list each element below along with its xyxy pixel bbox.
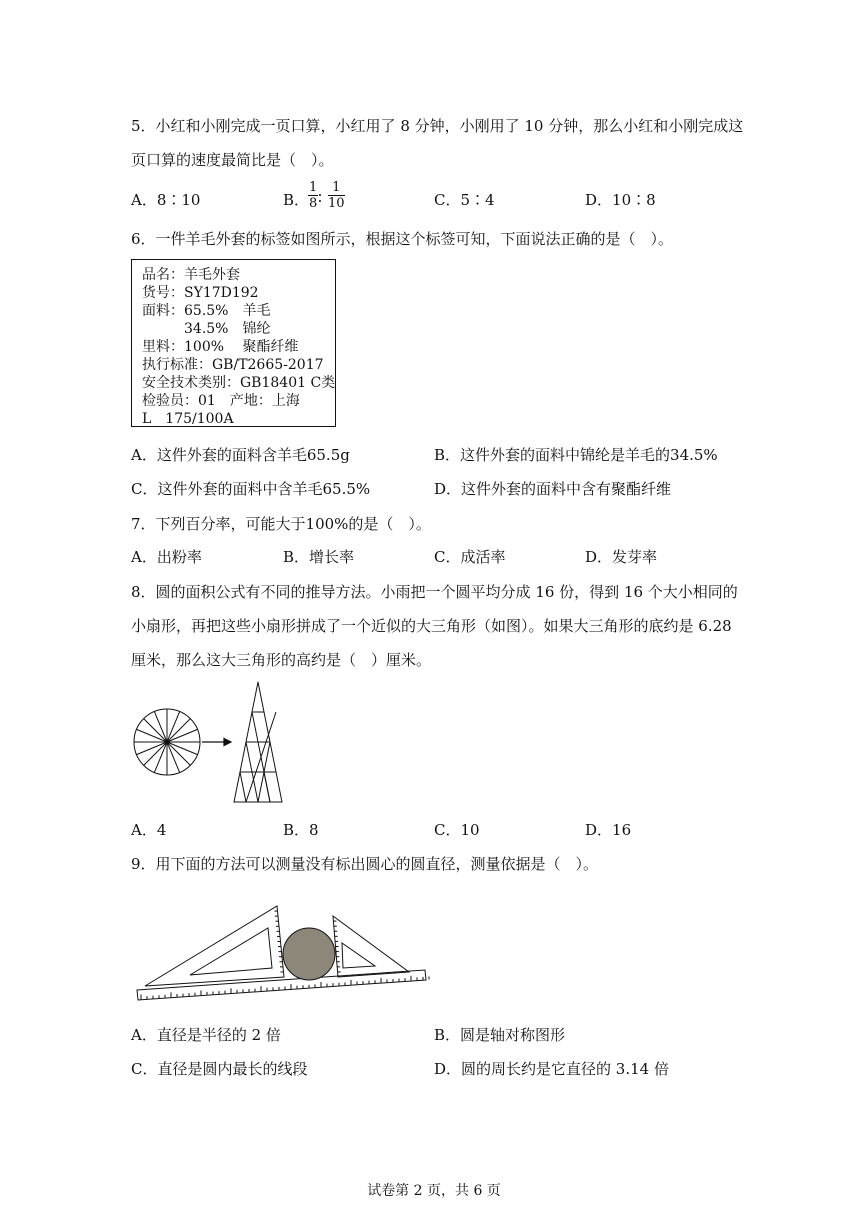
q7-stem: 7．下列百分率，可能大于100%的是（ ）。 (131, 515, 431, 533)
fraction-denominator: 10 (328, 196, 345, 211)
q7-option-a: A．出粉率 (131, 548, 202, 566)
q8-option-d: D．16 (585, 821, 632, 839)
q5-option-a: A．8∶10 (131, 191, 201, 209)
q5-stem-line2: 页口算的速度最简比是（ ）。 (131, 151, 334, 169)
q9-option-a: A．直径是半径的 2 倍 (131, 1026, 281, 1044)
q9-option-d: D．圆的周长约是它直径的 3.14 倍 (434, 1060, 669, 1078)
q8-stem-line3: 厘米，那么这大三角形的高约是（ ）厘米。 (131, 651, 432, 669)
q6-option-d: D．这件外套的面料中含有聚酯纤维 (434, 480, 672, 498)
q5-option-b-fraction-2 (328, 181, 345, 210)
q5-option-b-fraction-1 (308, 181, 318, 210)
q5-option-b-prefix: B． (283, 191, 310, 209)
fraction-denominator: 8 (309, 196, 318, 211)
q6-stem: 6．一件羊毛外套的标签如图所示，根据这个标签可知，下面说法正确的是（ ）。 (131, 230, 674, 248)
q8-option-c: C．10 (434, 821, 480, 839)
diameter-measurement-figure (135, 898, 435, 1008)
q8-option-a: A．4 (131, 821, 167, 839)
tag-line: 品名：羊毛外套 (142, 267, 240, 283)
tag-line: 面料：65.5% 羊毛 (142, 303, 271, 319)
tag-line: 安全技术类别：GB18401 C类 (142, 375, 336, 391)
triangle-of-sectors-icon (234, 682, 282, 802)
q6-option-a: A．这件外套的面料含羊毛65.5g (131, 446, 350, 464)
page-footer: 试卷第 2 页，共 6 页 (367, 1183, 501, 1199)
sectored-circle-icon (134, 709, 200, 775)
q7-option-b: B．增长率 (283, 548, 355, 566)
fraction-numerator: 1 (309, 180, 318, 195)
tag-line: 里料：100% 聚酯纤维 (142, 339, 299, 355)
q7-option-d: D．发芽率 (585, 548, 658, 566)
ruler-icon (137, 970, 429, 1000)
right-arrow-icon (202, 739, 231, 746)
q5-stem-line1: 5．小红和小刚完成一页口算，小红用了 8 分钟，小刚用了 10 分钟，那么小红和小刚完成这 (131, 117, 744, 135)
q7-option-c: C．成活率 (434, 548, 506, 566)
q6-option-c: C．这件外套的面料中含羊毛65.5% (131, 480, 371, 498)
right-set-square-icon (333, 916, 409, 977)
circle-to-triangle-figure (130, 680, 290, 806)
clothing-tag-box (131, 259, 336, 427)
q8-option-b: B．8 (283, 821, 319, 839)
fraction-numerator: 1 (328, 181, 345, 196)
measured-disc-icon (283, 928, 335, 980)
tag-line: 检验员：01 产地：上海 (142, 393, 300, 409)
tag-line: L 175/100A (142, 411, 234, 427)
q8-stem-line2: 小扇形，再把这些小扇形拼成了一个近似的大三角形（如图）。如果大三角形的底约是 6.28 (131, 617, 732, 635)
q9-option-b: B．圆是轴对称图形 (434, 1026, 566, 1044)
q9-option-c: C．直径是圆内最长的线段 (131, 1060, 308, 1078)
tag-line: 34.5% 锦纶 (142, 321, 271, 337)
q9-stem: 9．用下面的方法可以测量没有标出圆心的圆直径，测量依据是（ ）。 (131, 855, 599, 873)
tag-line: 执行标准：GB/T2665-2017 (142, 357, 324, 373)
left-set-square-icon (145, 906, 284, 986)
q5-option-c: C．5∶4 (434, 191, 495, 209)
q8-stem-line1: 8．圆的面积公式有不同的推导方法。小雨把一个圆平均分成 16 份，得到 16 个大小相同的 (131, 583, 738, 601)
q6-option-b: B．这件外套的面料中锦纶是羊毛的34.5% (434, 446, 718, 464)
q5-option-d: D．10∶8 (585, 191, 656, 209)
q5-option-b-colon: ∶ (318, 189, 322, 207)
tag-line: 货号：SY17D192 (142, 285, 259, 301)
